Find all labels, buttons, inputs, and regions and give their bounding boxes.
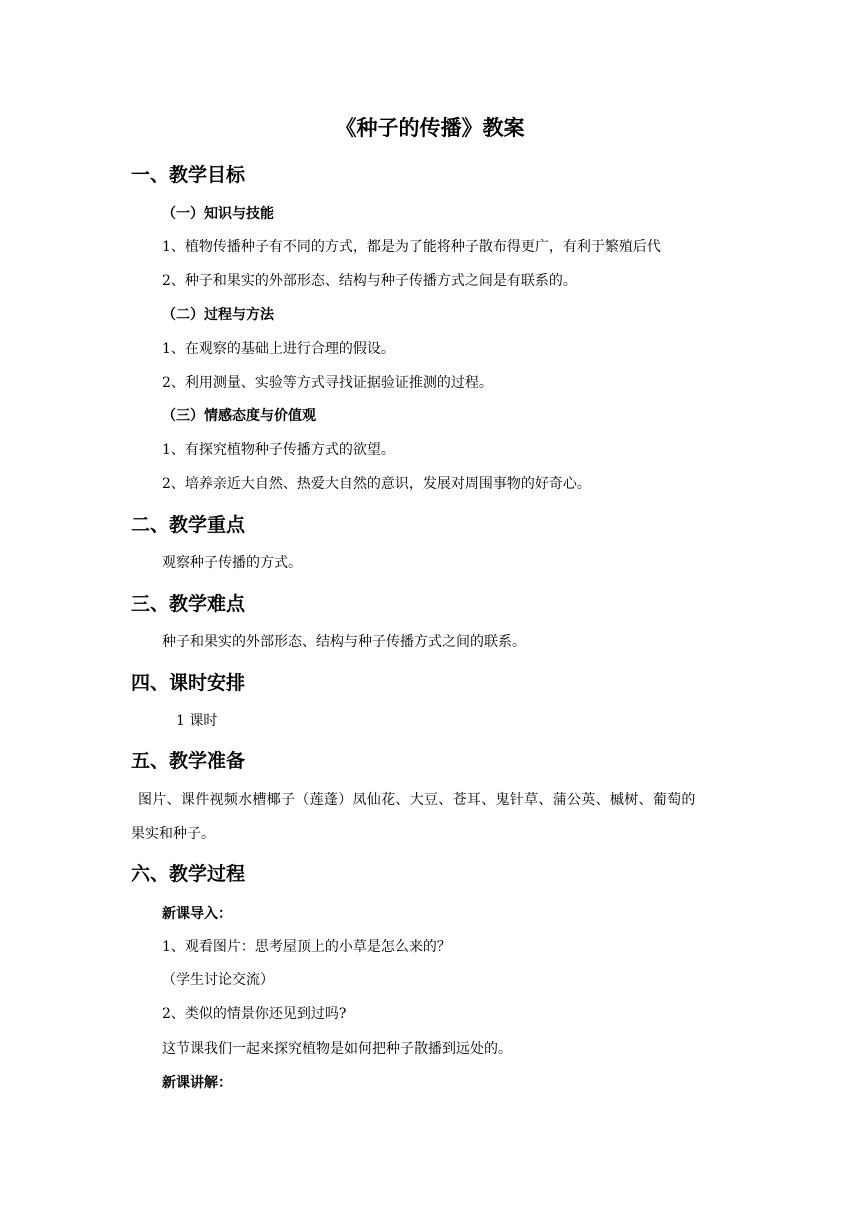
lecture-label: 新课讲解： [162, 1075, 232, 1091]
process-line: 1、观看图片：思考屋顶上的小草是怎么来的？ [162, 939, 451, 955]
section-heading-key-points: 二、教学重点 [131, 514, 246, 536]
key-points-text: 观察种子传播的方式。 [162, 555, 302, 571]
objective-item: 2、利用测量、实验等方式寻找证据验证推测的过程。 [162, 375, 493, 391]
difficulties-text: 种子和果实的外部形态、结构与种子传播方式之间的联系。 [162, 634, 526, 650]
objective-item: 2、培养亲近大自然、热爱大自然的意识，发展对周围事物的好奇心。 [162, 476, 591, 492]
intro-label: 新课导入： [162, 906, 232, 922]
preparation-text: 图片、课件视频水槽椰子（莲蓬）凤仙花、大豆、苍耳、鬼针草、蒲公英、槭树、葡萄的 [138, 792, 696, 808]
schedule-text: 1 课时 [176, 713, 218, 729]
subheading-process-method: （二）过程与方法 [162, 307, 274, 323]
objective-item: 1、植物传播种子有不同的方式，都是为了能将种子散布得更广，有利于繁殖后代 [162, 239, 661, 255]
preparation-text: 果实和种子。 [131, 826, 215, 842]
process-line: 这节课我们一起来探究植物是如何把种子散播到远处的。 [162, 1041, 512, 1057]
section-heading-objectives: 一、教学目标 [131, 164, 246, 186]
section-heading-schedule: 四、课时安排 [131, 672, 246, 694]
process-line: （学生讨论交流） [162, 972, 274, 988]
objective-item: 1、在观察的基础上进行合理的假设。 [162, 341, 395, 357]
process-line: 2、类似的情景你还见到过吗? [162, 1006, 347, 1022]
document-title: 《种子的传播》教案 [335, 115, 525, 140]
subheading-knowledge-skills: （一）知识与技能 [162, 206, 274, 222]
section-heading-preparation: 五、教学准备 [131, 750, 246, 772]
subheading-attitude-values: （三）情感态度与价值观 [162, 408, 316, 424]
section-heading-difficulties: 三、教学难点 [131, 593, 246, 615]
objective-item: 2、种子和果实的外部形态、结构与种子传播方式之间是有联系的。 [162, 273, 577, 289]
objective-item: 1、有探究植物种子传播方式的欲望。 [162, 442, 395, 458]
section-heading-process: 六、教学过程 [131, 863, 246, 885]
